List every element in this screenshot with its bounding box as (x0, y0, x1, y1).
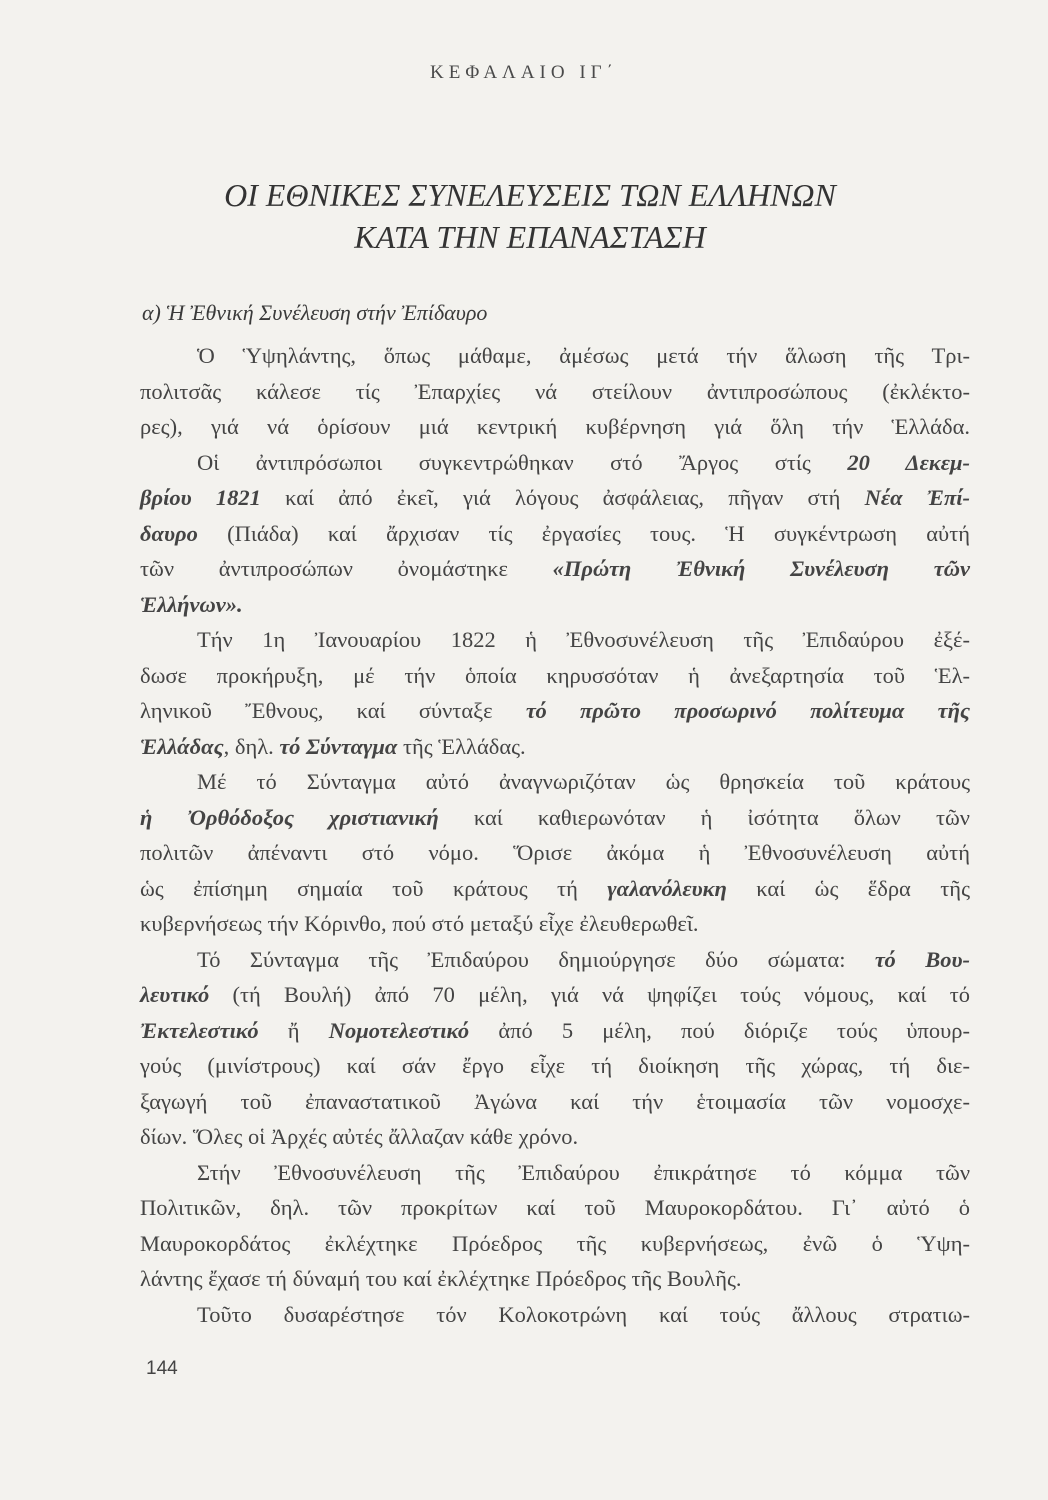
emphasis-text: Ἑλλήνων». (140, 591, 243, 617)
emphasis-text: τό Σύνταγμα (279, 733, 398, 759)
text-run: Μαυροκορδάτος ἐκλέχτηκε Πρόεδρος τῆς κυβερνήσεως, ἐνῶ ὁ Ὑψη- (140, 1230, 970, 1256)
text-run: κυβερνήσεως τήν Κόρινθο, πού στό μεταξύ εἶχε ἐλευθερωθεῖ. (140, 911, 699, 936)
text-run: Τό Σύνταγμα τῆς Ἐπιδαύρου δημιούργησε δύο σώματα: (197, 946, 875, 972)
text-run: καί καθιερωνόταν ἡ ἰσότητα ὅλων τῶν (438, 804, 970, 830)
emphasis-text: Ἐκτελεστικό (140, 1017, 259, 1043)
text-run: καί ὡς ἕδρα τῆς (726, 875, 970, 901)
text-line (140, 835, 970, 871)
text-line (140, 800, 970, 836)
text-run: Στήν Ἐθνοσυνέλευση τῆς Ἐπιδαύρου ἐπικράτησε τό κόμμα τῶν (197, 1159, 970, 1185)
text-line (140, 693, 970, 729)
text-line (140, 516, 970, 552)
emphasis-text: γαλανόλευκη (607, 875, 727, 901)
text-line (140, 1261, 970, 1297)
emphasis-text: τό πρῶτο προσωρινό πολίτευμα τῆς (525, 698, 970, 723)
emphasis-text: Νομοτελεστικό (328, 1017, 470, 1043)
text-run: ἤ (258, 1017, 329, 1043)
text-run: τῶν ἀντιπροσώπων ὀνομάστηκε (140, 556, 553, 581)
text-run: ληνικοῦ Ἔθνους, καί σύνταξε (140, 698, 526, 723)
text-run: ξαγωγή τοῦ ἐπαναστατικοῦ Ἀγώνα καί τήν ἑτοιμασία τῶν νομοσχε- (140, 1088, 970, 1114)
text-line (140, 445, 970, 481)
emphasis-text: βρίου 1821 (140, 485, 261, 510)
emphasis-text: Νέα Ἐπί- (864, 485, 971, 510)
chapter-title-line-1: ΟΙ ΕΘΝΙΚΕΣ ΣΥΝΕΛΕΥΣΕΙΣ ΤΩΝ ΕΛΛΗΝΩΝ (224, 177, 836, 213)
text-run: Τήν 1η Ἰανουαρίου 1822 ἡ Ἐθνοσυνέλευση τῆς Ἐπιδαύρου ἐξέ- (197, 627, 970, 652)
text-line (140, 338, 970, 374)
text-run: καί ἀπό ἐκεῖ, γιά λόγους ἀσφάλειας, πῆγαν στή (260, 485, 865, 510)
text-run: πολιτσᾶς κάλεσε τίς Ἐπαρχίες νά στείλουν ἀντιπροσώπους (ἐκλέκτο- (140, 378, 970, 404)
chapter-title-line-2: ΚΑΤΑ ΤΗΝ ΕΠΑΝΑΣΤΑΣΗ (354, 219, 706, 255)
emphasis-text: τό Βου- (874, 946, 971, 972)
text-line (140, 658, 970, 694)
text-line (140, 764, 970, 800)
emphasis-text: Ἑλλάδας (140, 733, 224, 759)
text-line (140, 871, 970, 907)
text-line (140, 1297, 970, 1333)
text-run: πολιτῶν ἀπέναντι στό νόμο. Ὅρισε ἀκόμα ἡ Ἐθνοσυνέλευση αὐτή (140, 840, 970, 865)
emphasis-text: ἡ Ὀρθόδοξος χριστιανική (140, 804, 439, 830)
text-line (140, 1013, 970, 1049)
text-run: Μέ τό Σύνταγμα αὐτό ἀναγνωριζόταν ὡς θρησκεία τοῦ κράτους (197, 769, 970, 794)
text-run: λάντης ἔχασε τή δύναμή του καί ἐκλέχτηκε Πρόεδρος τῆς Βουλῆς. (140, 1266, 742, 1291)
text-run: δίων. Ὅλες οἱ Ἀρχές αὐτές ἄλλαζαν κάθε χρόνο. (140, 1124, 579, 1149)
text-run: , δηλ. (223, 733, 280, 759)
text-line (140, 729, 970, 765)
text-run: (Πιάδα) καί ἄρχισαν τίς ἐργασίες τους. Ἡ συγκέντρωση αὐτή (197, 520, 970, 546)
text-line (140, 942, 970, 978)
text-line (140, 622, 970, 658)
page-number: 144 (146, 1358, 178, 1379)
text-line (140, 587, 970, 623)
text-run: τῆς Ἑλλάδας. (397, 733, 526, 759)
emphasis-text: «Πρώτη Ἐθνική Συνέλευση τῶν (552, 556, 970, 581)
text-run: Τοῦτο δυσαρέστησε τόν Κολοκοτρώνη καί τούς ἄλλους στρατιω- (197, 1301, 970, 1327)
emphasis-text: 20 Δεκεμ- (847, 449, 970, 475)
text-line (140, 1155, 970, 1191)
text-run: δωσε προκήρυξη, μέ τήν ὁποία κηρυσσόταν ἡ ἀνεξαρτησία τοῦ Ἑλ- (140, 662, 970, 688)
text-line (140, 551, 970, 587)
text-run: (τή Βουλή) ἀπό 70 μέλη, γιά νά ψηφίζει τούς νόμους, καί τό (209, 982, 970, 1007)
emphasis-text: δαυρο (140, 520, 198, 546)
chapter-title (120, 174, 940, 258)
text-run: Ὁ Ὑψηλάντης, ὅπως μάθαμε, ἀμέσως μετά τήν ἅλωση τῆς Τρι- (197, 343, 970, 368)
text-run: Πολιτικῶν, δηλ. τῶν προκρίτων καί τοῦ Μαυροκορδάτου. Γι᾽ αὐτό ὁ (140, 1195, 970, 1220)
text-run: ἀπό 5 μέλη, πού διόριζε τούς ὑπουρ- (469, 1017, 970, 1043)
text-line (140, 977, 970, 1013)
text-line (140, 1226, 970, 1262)
chapter-label: ΚΕΦΑΛΑΙΟ ΙΓ΄ (430, 62, 618, 83)
text-line (140, 1048, 970, 1084)
text-line (140, 409, 970, 445)
text-line (140, 480, 970, 516)
text-line (140, 1190, 970, 1226)
text-run: ὡς ἐπίσημη σημαία τοῦ κράτους τή (140, 875, 608, 901)
body-text (140, 338, 970, 1332)
text-run: Οἱ ἀντιπρόσωποι συγκεντρώθηκαν στό Ἄργος στίς (197, 449, 848, 475)
text-run: γούς (μινίστρους) καί σάν ἔργο εἶχε τή διοίκηση τῆς χώρας, τή διε- (140, 1053, 970, 1078)
text-line (140, 1119, 970, 1155)
emphasis-text: λευτικό (140, 982, 210, 1007)
text-line (140, 374, 970, 410)
text-line (140, 1084, 970, 1120)
section-heading: α) Ἡ Ἐθνική Συνέλευση στήν Ἐπίδαυρο (142, 300, 488, 325)
text-line (140, 906, 970, 942)
text-run: ρες), γιά νά ὁρίσουν μιά κεντρική κυβέρνηση γιά ὅλη τήν Ἑλλάδα. (140, 414, 970, 439)
